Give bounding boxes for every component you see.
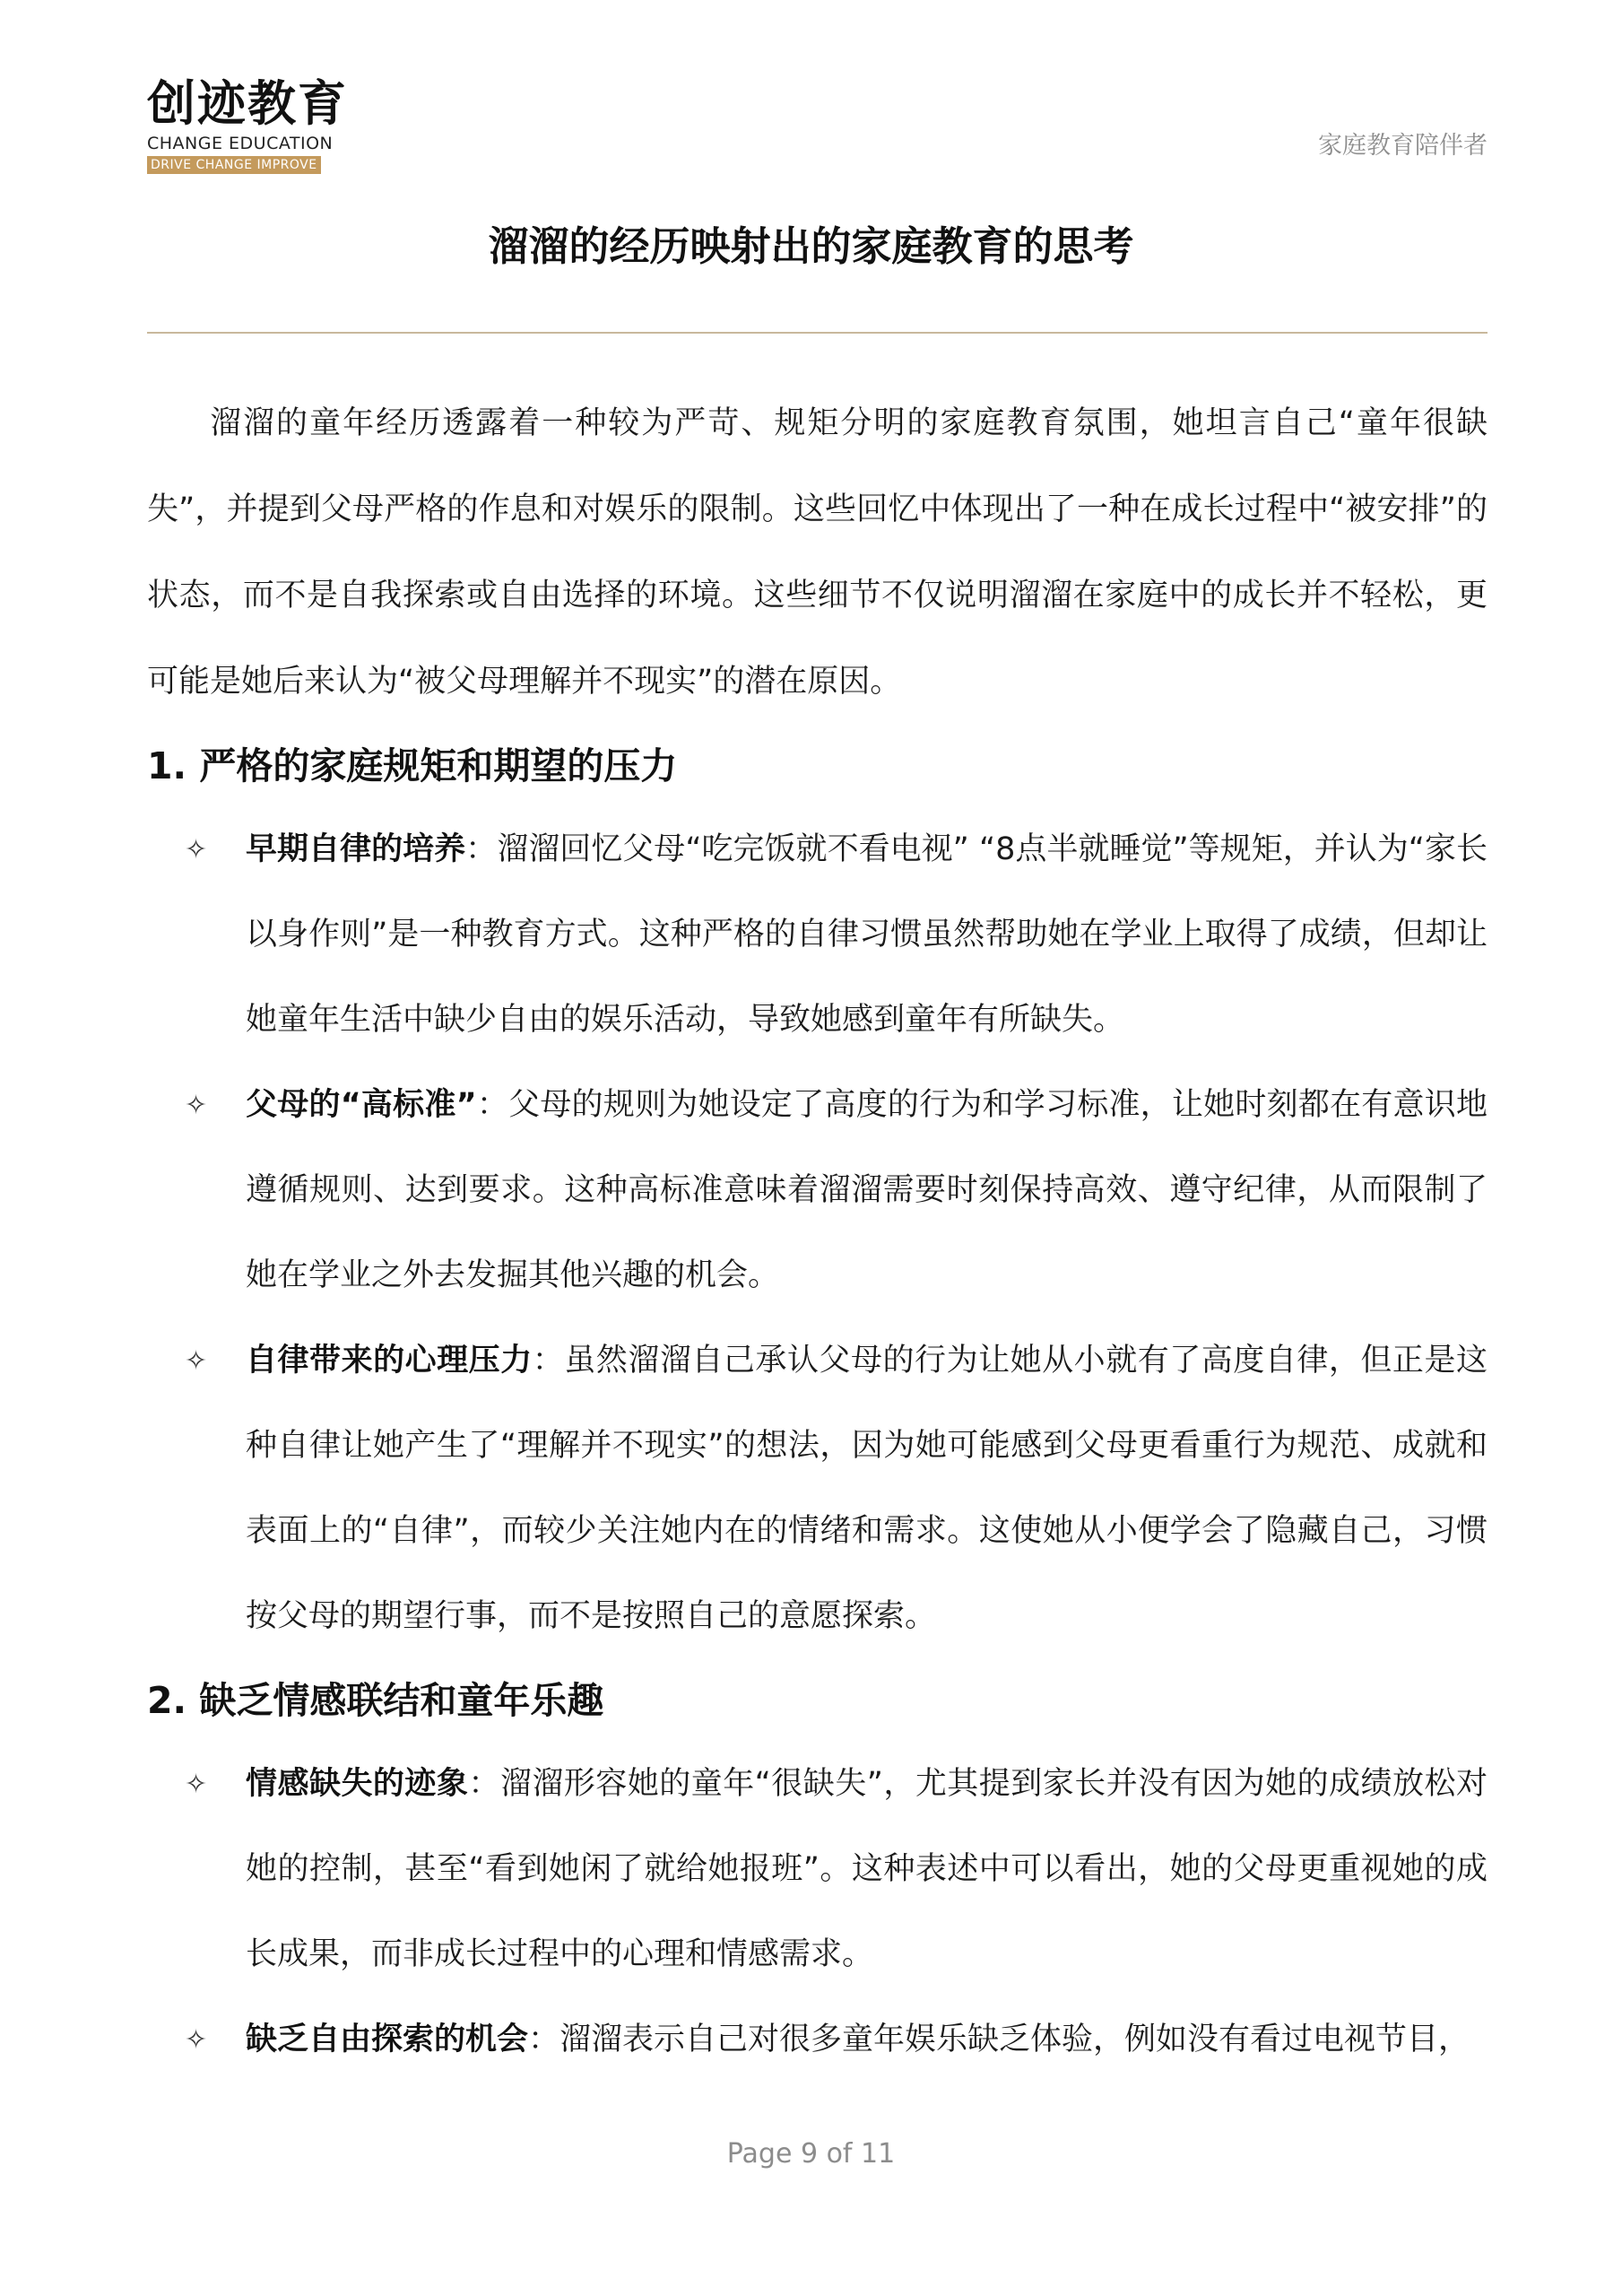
- bullet-diamond-icon: ✧: [185, 1769, 208, 1800]
- list-item: [147, 1063, 1488, 1318]
- list-item-title: 父母的“高标准”: [246, 1087, 477, 1123]
- logo-english-name: CHANGE EDUCATION: [147, 134, 334, 153]
- list-item-text: ：虽然溜溜自己承认父母的行为让她从小就有了高度自律，但正是这种自律让她产生了“理解并不现实”的想法，因为她可能感到父母更看重行为规范、成就和表面上的“自律”，而较少关注她内在的情绪和需求。这使她从小便学会了隐藏自己，习惯按父母的期望行事，而不是按照自己的意愿探索。: [246, 1343, 1488, 1634]
- section-heading-2: 2. 缺乏情感联结和童年乐趣: [147, 1679, 604, 1722]
- logo-chinese-name: 创迹教育: [147, 74, 348, 132]
- list-item: [147, 1997, 1488, 2083]
- bullet-diamond-icon: ✧: [185, 1090, 208, 1121]
- logo-tagline: DRIVE CHANGE IMPROVE: [147, 156, 321, 174]
- intro-paragraph: 溜溜的童年经历透露着一种较为严苛、规矩分明的家庭教育氛围，她坦言自己“童年很缺失”，并提到父母严格的作息和对娱乐的限制。这些回忆中体现出了一种在成长过程中“被安排”的状态，而不是自我探索或自由选择的环境。这些细节不仅说明溜溜在家庭中的成长并不轻松，更可能是她后来认为“被父母理解并不现实”的潜在原因。: [147, 405, 1488, 700]
- list-item-text: ：溜溜回忆父母“吃完饭就不看电视” “8点半就睡觉”等规矩，并认为“家长以身作则”是一种教育方式。这种严格的自律习惯虽然帮助她在学业上取得了成绩，但却让她童年生活中缺少自由的娱乐活动，导致她感到童年有所缺失。: [246, 831, 1488, 1038]
- bullet-diamond-icon: ✧: [185, 834, 208, 865]
- title-divider: [147, 332, 1488, 334]
- list-item-text: ：父母的规则为她设定了高度的行为和学习标准，让她时刻都在有意识地遵循规则、达到要求。这种高标准意味着溜溜需要时刻保持高效、遵守纪律，从而限制了她在学业之外去发掘其他兴趣的机会。: [246, 1087, 1488, 1293]
- section-heading-1: 1. 严格的家庭规矩和期望的压力: [147, 744, 678, 787]
- list-item-text: ：溜溜表示自己对很多童年娱乐缺乏体验，例如没有看过电视节目，: [528, 2022, 1470, 2057]
- list-item: [147, 1742, 1488, 1997]
- header-slogan: 家庭教育陪伴者: [1318, 132, 1488, 160]
- list-item-title: 自律带来的心理压力: [246, 1343, 533, 1378]
- list-item: [147, 1318, 1488, 1659]
- document-title: 溜溜的经历映射出的家庭教育的思考: [488, 222, 1134, 270]
- list-item-title: 缺乏自由探索的机会: [246, 2022, 529, 2057]
- bullet-diamond-icon: ✧: [185, 1345, 208, 1377]
- list-item-title: 早期自律的培养: [246, 831, 466, 867]
- company-logo: [147, 75, 353, 174]
- list-item-title: 情感缺失的迹象: [246, 1766, 469, 1802]
- bullet-diamond-icon: ✧: [185, 2024, 208, 2056]
- document-body: [147, 380, 1488, 2083]
- page-number: Page 9 of 11: [726, 2138, 896, 2170]
- list-item: [147, 807, 1488, 1063]
- list-item-text: ：溜溜形容她的童年“很缺失”，尤其提到家长并没有因为她的成绩放松对她的控制，甚至“看到她闲了就给她报班”。这种表述中可以看出，她的父母更重视她的成长成果，而非成长过程中的心理和情感需求。: [246, 1766, 1488, 1972]
